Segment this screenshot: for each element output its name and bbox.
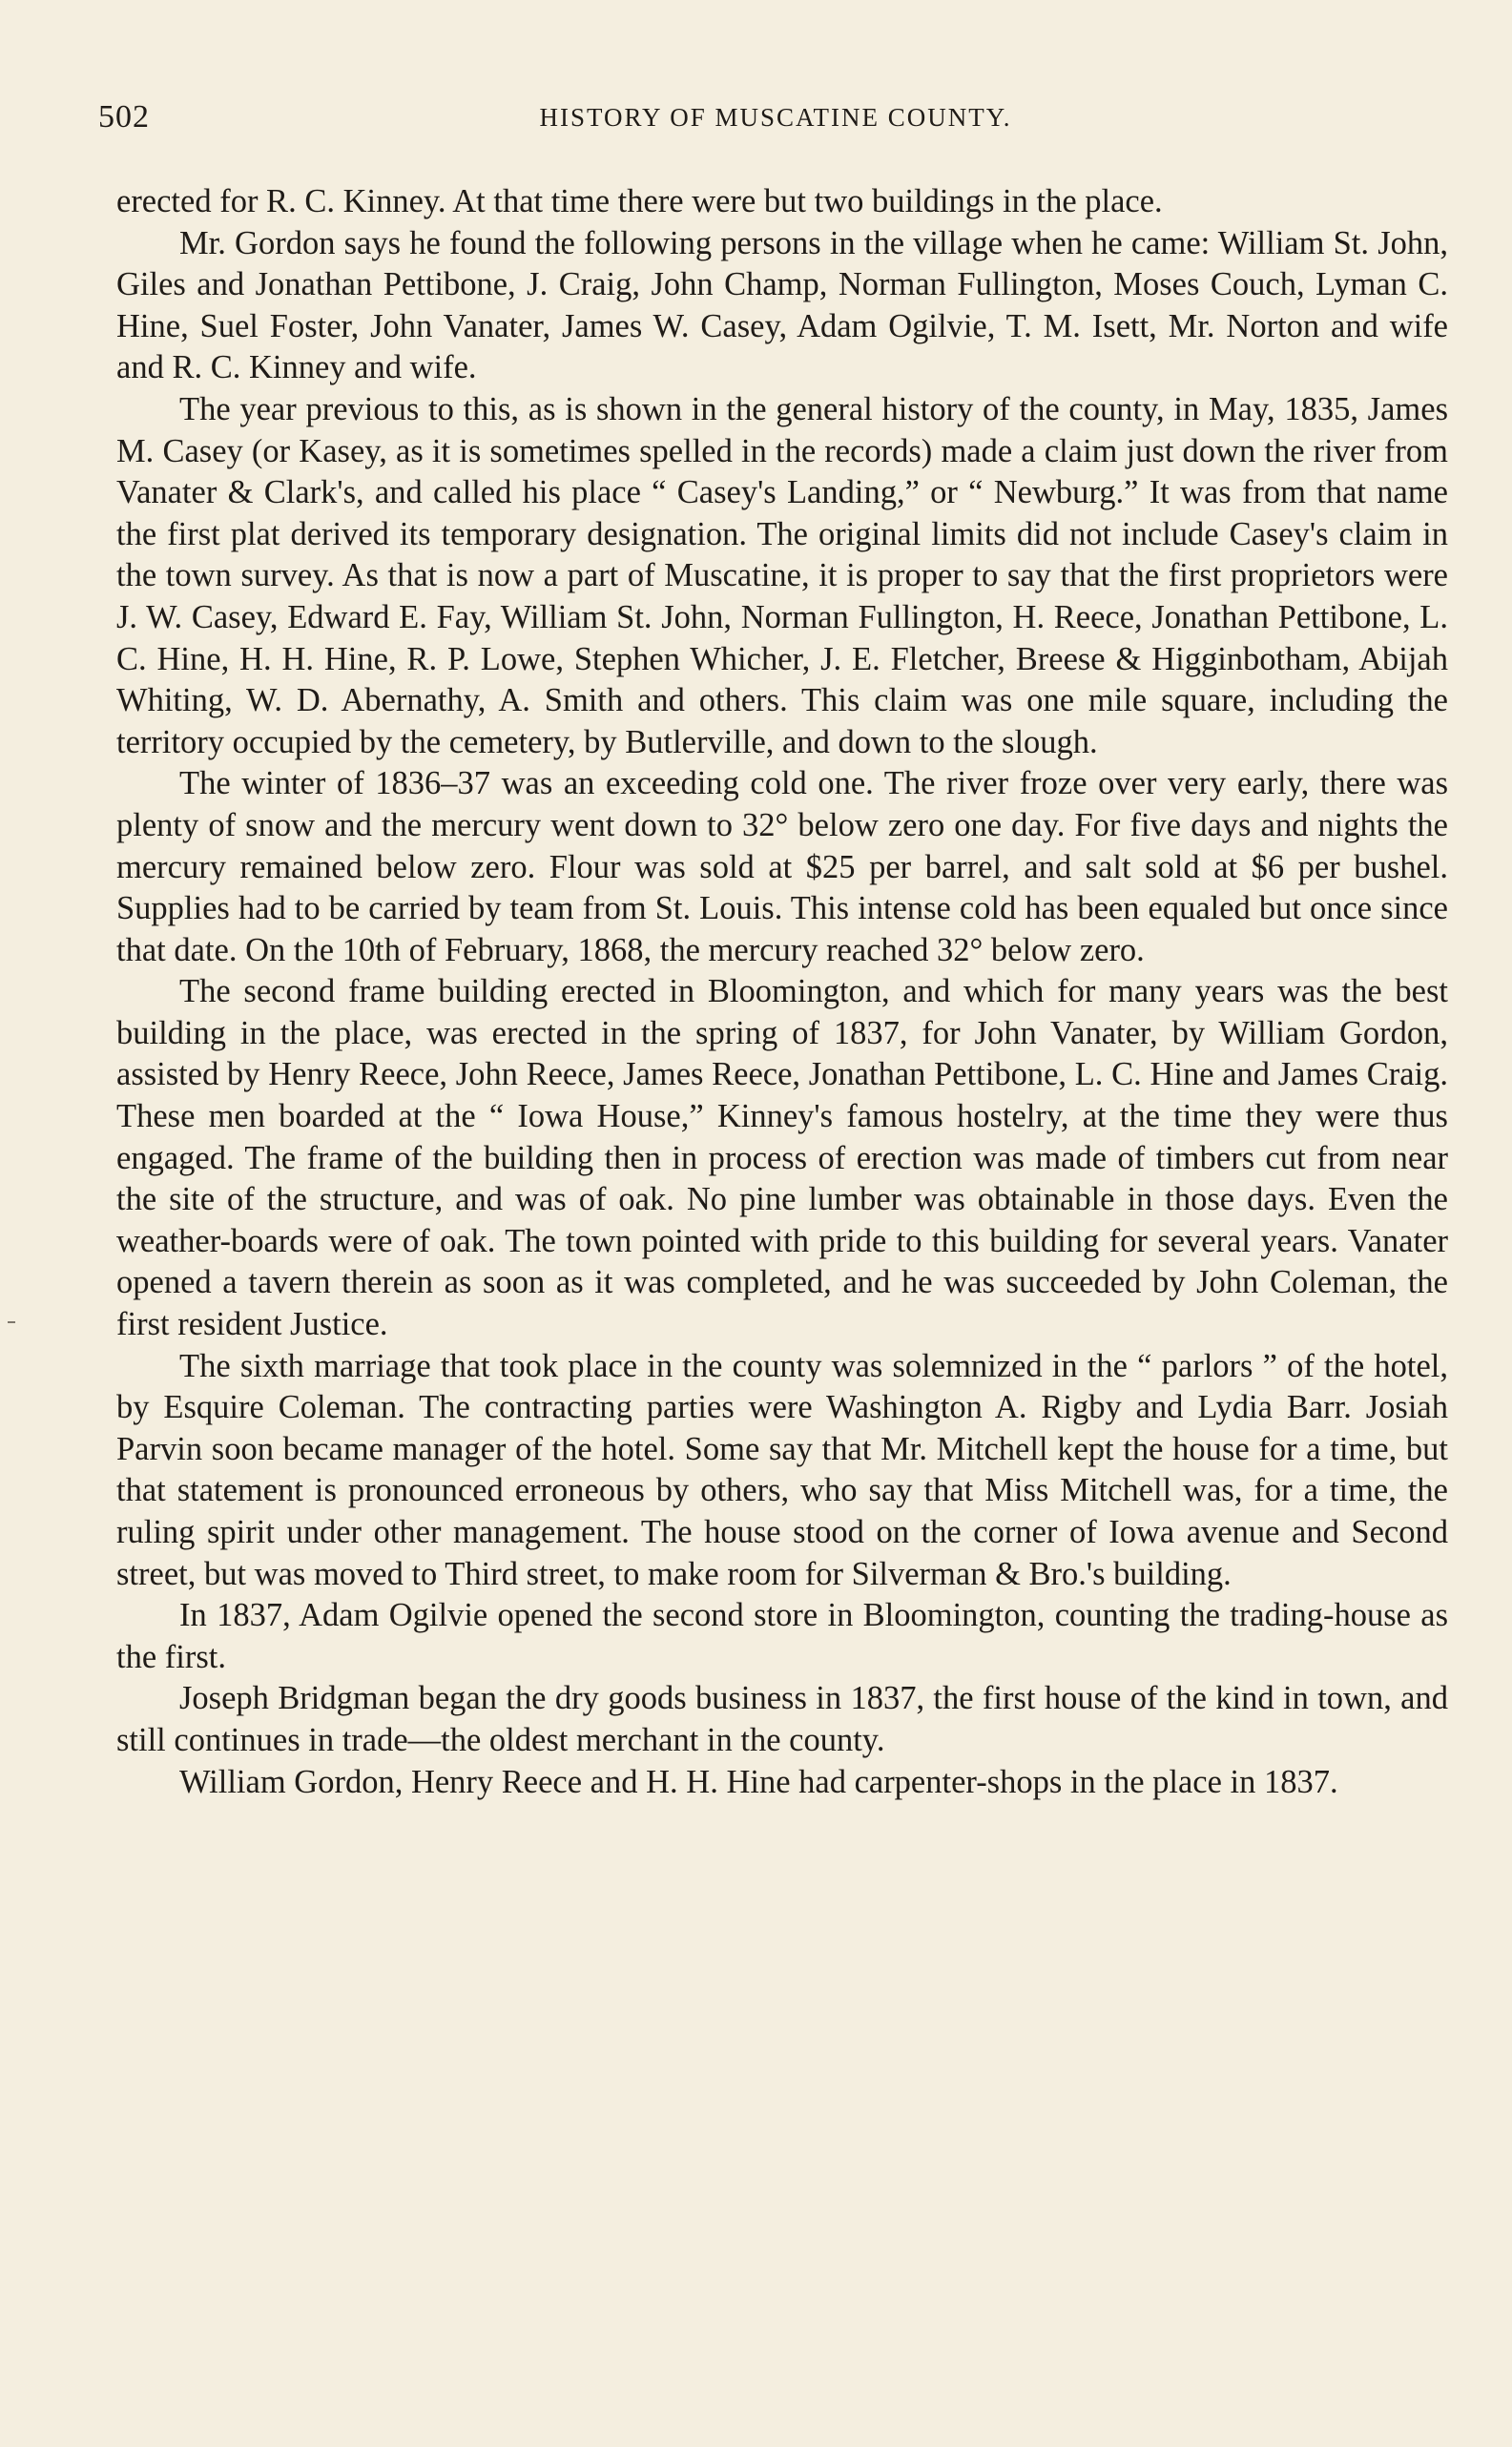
page-number: 502 (98, 99, 150, 135)
page-header (98, 99, 1453, 147)
paragraph: The sixth marriage that took place in the county was solemnized in the “ parlors ” of the hotel, by Esquire Coleman. The contracting parties were Washington A. Rigby and Lydia Barr. Josiah Parvin soon became manager of the hotel. Some say that Mr. Mitchell kept the house for a time, but that statement is pronounced erroneous by others, who say that Miss Mitchell was, for a time, the ruling spirit under other management. The house stood on the corner of Iowa avenue and Second street, but was moved to Third street, to make room for Silverman & Bro.'s building. (116, 1347, 1448, 1592)
paragraph: The winter of 1836–37 was an exceeding cold one. The river froze over very early, there was plenty of snow and the mercury went down to 32° below zero one day. For five days and nights the mercury remained below zero. Flour was sold at $25 per barrel, and salt sold at $6 per bushel. Supplies had to be carried by team from St. Louis. This intense cold has been equaled but once since that date. On the 10th of February, 1868, the mercury reached 32° below zero. (116, 765, 1448, 968)
paragraph: Mr. Gordon says he found the following persons in the village when he came: William St. John, Giles and Jonathan Pettibone, J. Craig, John Champ, Norman Fullington, Moses Couch, Lyman C. Hine, Suel Foster, John Vanater, James W. Casey, Adam Ogilvie, T. M. Isett, Mr. Norton and wife and R. C. Kinney and wife. (116, 224, 1448, 386)
margin-mark (8, 1321, 15, 1323)
paragraph: The year previous to this, as is shown in the general history of the county, in May, 1835, James M. Casey (or Kasey, as it is sometimes spelled in the records) made a claim just down the river from Vanater & Clark's, and called his place “ Casey's Landing,” or “ Newburg.” It was from that name the first plat derived its temporary designation. The original limits did not include Casey's claim in the town survey. As that is now a part of Muscatine, it is proper to say that the first proprietors were J. W. Casey, Edward E. Fay, William St. John, Norman Fullington, H. Reece, Jonathan Pettibone, L. C. Hine, H. H. Hine, R. P. Lowe, Stephen Whicher, J. E. Fletcher, Breese & Higginbotham, Abijah Whiting, W. D. Abernathy, A. Smith and others. This claim was one mile square, including the territory occupied by the cemetery, by Butlerville, and down to the slough. (116, 390, 1448, 760)
paragraph: Joseph Bridgman began the dry goods business in 1837, the first house of the kind in town, and still continues in trade—the oldest merchant in the county. (116, 1680, 1448, 1758)
paragraph: In 1837, Adam Ogilvie opened the second store in Bloomington, counting the trading-house as the first. (116, 1597, 1448, 1675)
running-head: HISTORY OF MUSCATINE COUNTY. (539, 103, 1012, 132)
paragraph: William Gordon, Henry Reece and H. H. Hine had carpenter-shops in the place in 1837. (179, 1763, 1338, 1800)
paragraph: The second frame building erected in Bloomington, and which for many years was the best building in the place, was erected in the spring of 1837, for John Vanater, by William Gordon, assisted by Henry Reece, John Reece, James Reece, Jonathan Pettibone, L. C. Hine and James Craig. These men boarded at the “ Iowa House,” Kinney's famous hostelry, at the time they were thus engaged. The frame of the building then in process of erection was made of timbers cut from near the site of the structure, and was of oak. No pine lumber was obtainable in those days. Even the weather-boards were of oak. The town pointed with pride to this building for several years. Vanater opened a tavern therein as soon as it was completed, and he was succeeded by John Coleman, the first resident Justice. (116, 973, 1448, 1343)
body-text (116, 181, 1448, 1803)
paragraph: erected for R. C. Kinney. At that time there were but two buildings in the place. (116, 183, 1163, 219)
